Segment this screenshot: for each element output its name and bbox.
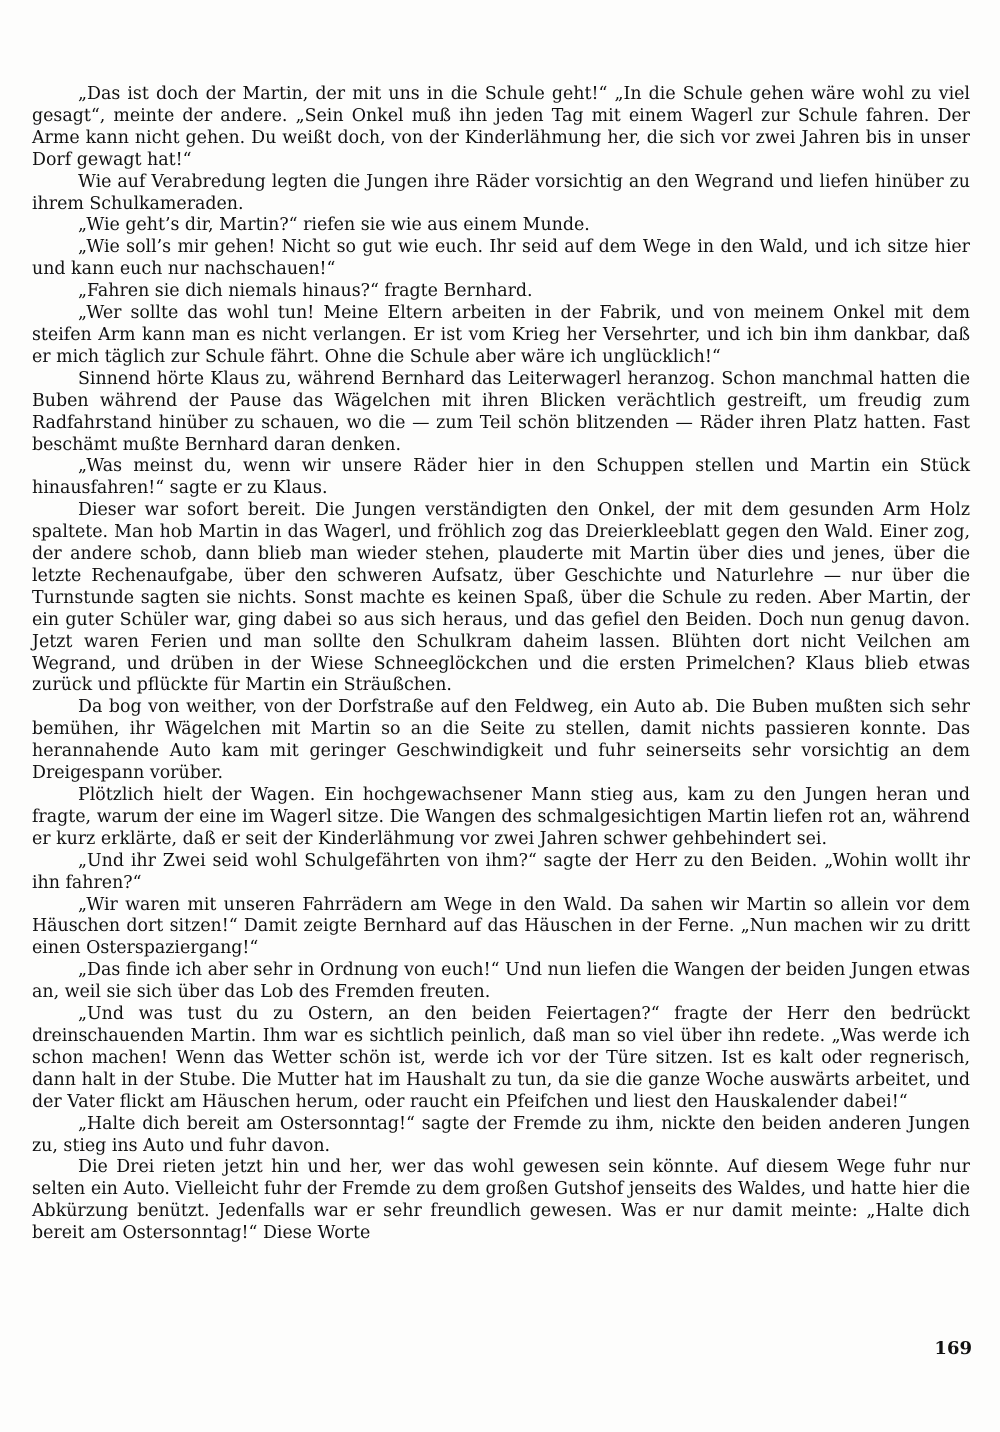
paragraph: „Fahren sie dich niemals hinaus?“ fragte Bernhard.: [78, 281, 533, 302]
paragraph: „Und ihr Zwei seid wohl Schulgefährten von ihm?“ sagte der Herr zu den Beiden. „Wohin wollt ihr ihn fahren?“: [32, 850, 970, 893]
paragraph: Wie auf Verabredung legten die Jungen ihre Räder vorsichtig an den Wegrand und liefen hinüber zu ihrem Schulkameraden.: [32, 171, 970, 214]
paragraph: „Halte dich bereit am Ostersonntag!“ sagte der Fremde zu ihm, nickte den beiden anderen Jungen zu, stieg ins Auto und fuhr davon.: [32, 1113, 970, 1156]
paragraph: Da bog von weither, von der Dorfstraße auf den Feldweg, ein Auto ab. Die Buben mußten sich sehr bemühen, ihr Wägelchen mit Martin so an die Seite zu stellen, damit nichts passieren konnte. Das herannahende Auto kam mit geringer Geschwindigkeit und fuhr seinerseits sehr vorsichtig an dem Dreigespann vorüber.: [32, 697, 970, 784]
paragraph: „Wie soll’s mir gehen! Nicht so gut wie euch. Ihr seid auf dem Wege in den Wald, und ich sitze hier und kann euch nur nachschauen!“: [32, 237, 970, 280]
paragraph: „Das ist doch der Martin, der mit uns in die Schule geht!“ „In die Schule gehen wäre wohl zu viel gesagt“, meinte der andere. „Sein Onkel muß ihn jeden Tag mit einem Wagerl zur Schule fahren. Der Arme kann nicht gehen. Du weißt doch, von der Kinderlähmung her, die sich vor zwei Jahren bis in unser Dorf gewagt hat!“: [32, 84, 970, 170]
page-number: 169: [934, 1338, 972, 1359]
paragraph: Die Drei rieten jetzt hin und her, wer das wohl gewesen sein könnte. Auf diesem Wege fuhr nur selten ein Auto. Vielleicht fuhr der Fremde zu dem großen Gutshof jenseits des Waldes, und hatte hier die Abkürzung benützt. Jedenfalls war er sehr freundlich gewesen. Was er nur damit meinte: „Halte dich bereit am Ostersonntag!“ Diese Worte: [32, 1157, 970, 1244]
paragraph: „Wer sollte das wohl tun! Meine Eltern arbeiten in der Fabrik, und von meinem Onkel mit dem steifen Arm kann man es nicht verlangen. Er ist vom Krieg her Versehrter, und ich bin ihm dankbar, daß er mich täglich zur Schule fährt. Ohne die Schule aber wäre ich unglücklich!“: [32, 303, 970, 367]
paragraph: Dieser war sofort bereit. Die Jungen verständigten den Onkel, der mit dem gesunden Arm Holz spaltete. Man hob Martin in das Wagerl, und fröhlich zog das Dreierkleeblatt gegen den Wald. Einer zog, der andere schob, dann blieb man wieder stehen, plauderte mit Martin über dies und jenes, über die letzte Rechenaufgabe, über den schweren Aufsatz, über Geschichte und Naturlehre — nur über die Turnstunde sagten sie nichts. Sonst machte es keinen Spaß, über die Schule zu reden. Aber Martin, der ein guter Schüler war, ging dabei so aus sich heraus, und das gefiel den Beiden. Doch nun genug davon. Jetzt waren Ferien und man sollte den Schulkram daheim lassen. Blühten dort nicht Veilchen am Wegrand, und drüben in der Wiese Schneeglöckchen und die ersten Primelchen? Klaus blieb etwas zurück und pflückte für Martin ein Sträußchen.: [32, 500, 970, 696]
paragraph: „Wie geht’s dir, Martin?“ riefen sie wie aus einem Munde.: [78, 215, 590, 236]
paragraph: „Und was tust du zu Ostern, an den beiden Feiertagen?“ fragte der Herr den bedrückt dreinschauenden Martin. Ihm war es sichtlich peinlich, daß man so viel über ihn redete. „Was werde ich schon machen! Wenn das Wetter schön ist, werde ich vor der Türe sitzen. Ist es kalt oder regnerisch, dann halt in der Stube. Die Mutter hat im Haushalt zu tun, da sie die ganze Woche auswärts arbeitet, und der Vater flickt am Häuschen herum, oder raucht ein Pfeifchen und liest den Hauskalender dabei!“: [32, 1004, 970, 1112]
paragraph: „Das finde ich aber sehr in Ordnung von euch!“ Und nun liefen die Wangen der beiden Jungen etwas an, weil sie sich über das Lob des Fremden freuten.: [32, 960, 970, 1003]
body-text: [32, 84, 970, 1245]
paragraph: „Was meinst du, wenn wir unsere Räder hier in den Schuppen stellen und Martin ein Stück hinausfahren!“ sagte er zu Klaus.: [32, 456, 970, 499]
paragraph: Plötzlich hielt der Wagen. Ein hochgewachsener Mann stieg aus, kam zu den Jungen heran und fragte, warum der eine im Wagerl sitze. Die Wangen des schmalgesichtigen Martin liefen rot an, während er kurz erklärte, daß er seit der Kinderlähmung vor zwei Jahren schwer gehbehindert sei.: [32, 785, 970, 849]
paragraph: „Wir waren mit unseren Fahrrädern am Wege in den Wald. Da sahen wir Martin so allein vor dem Häuschen dort sitzen!“ Damit zeigte Bernhard auf das Häuschen in der Ferne. „Nun machen wir zu dritt einen Osterspaziergang!“: [32, 894, 970, 959]
paragraph: Sinnend hörte Klaus zu, während Bernhard das Leiterwagerl heranzog. Schon manchmal hatten die Buben während der Pause das Wägelchen mit ihren Blicken verächtlich gestreift, um freudig zum Radfahrstand hinüber zu schauen, wo die — zum Teil schön blitzenden — Räder ihren Platz hatten. Fast beschämt mußte Bernhard daran denken.: [32, 368, 970, 455]
